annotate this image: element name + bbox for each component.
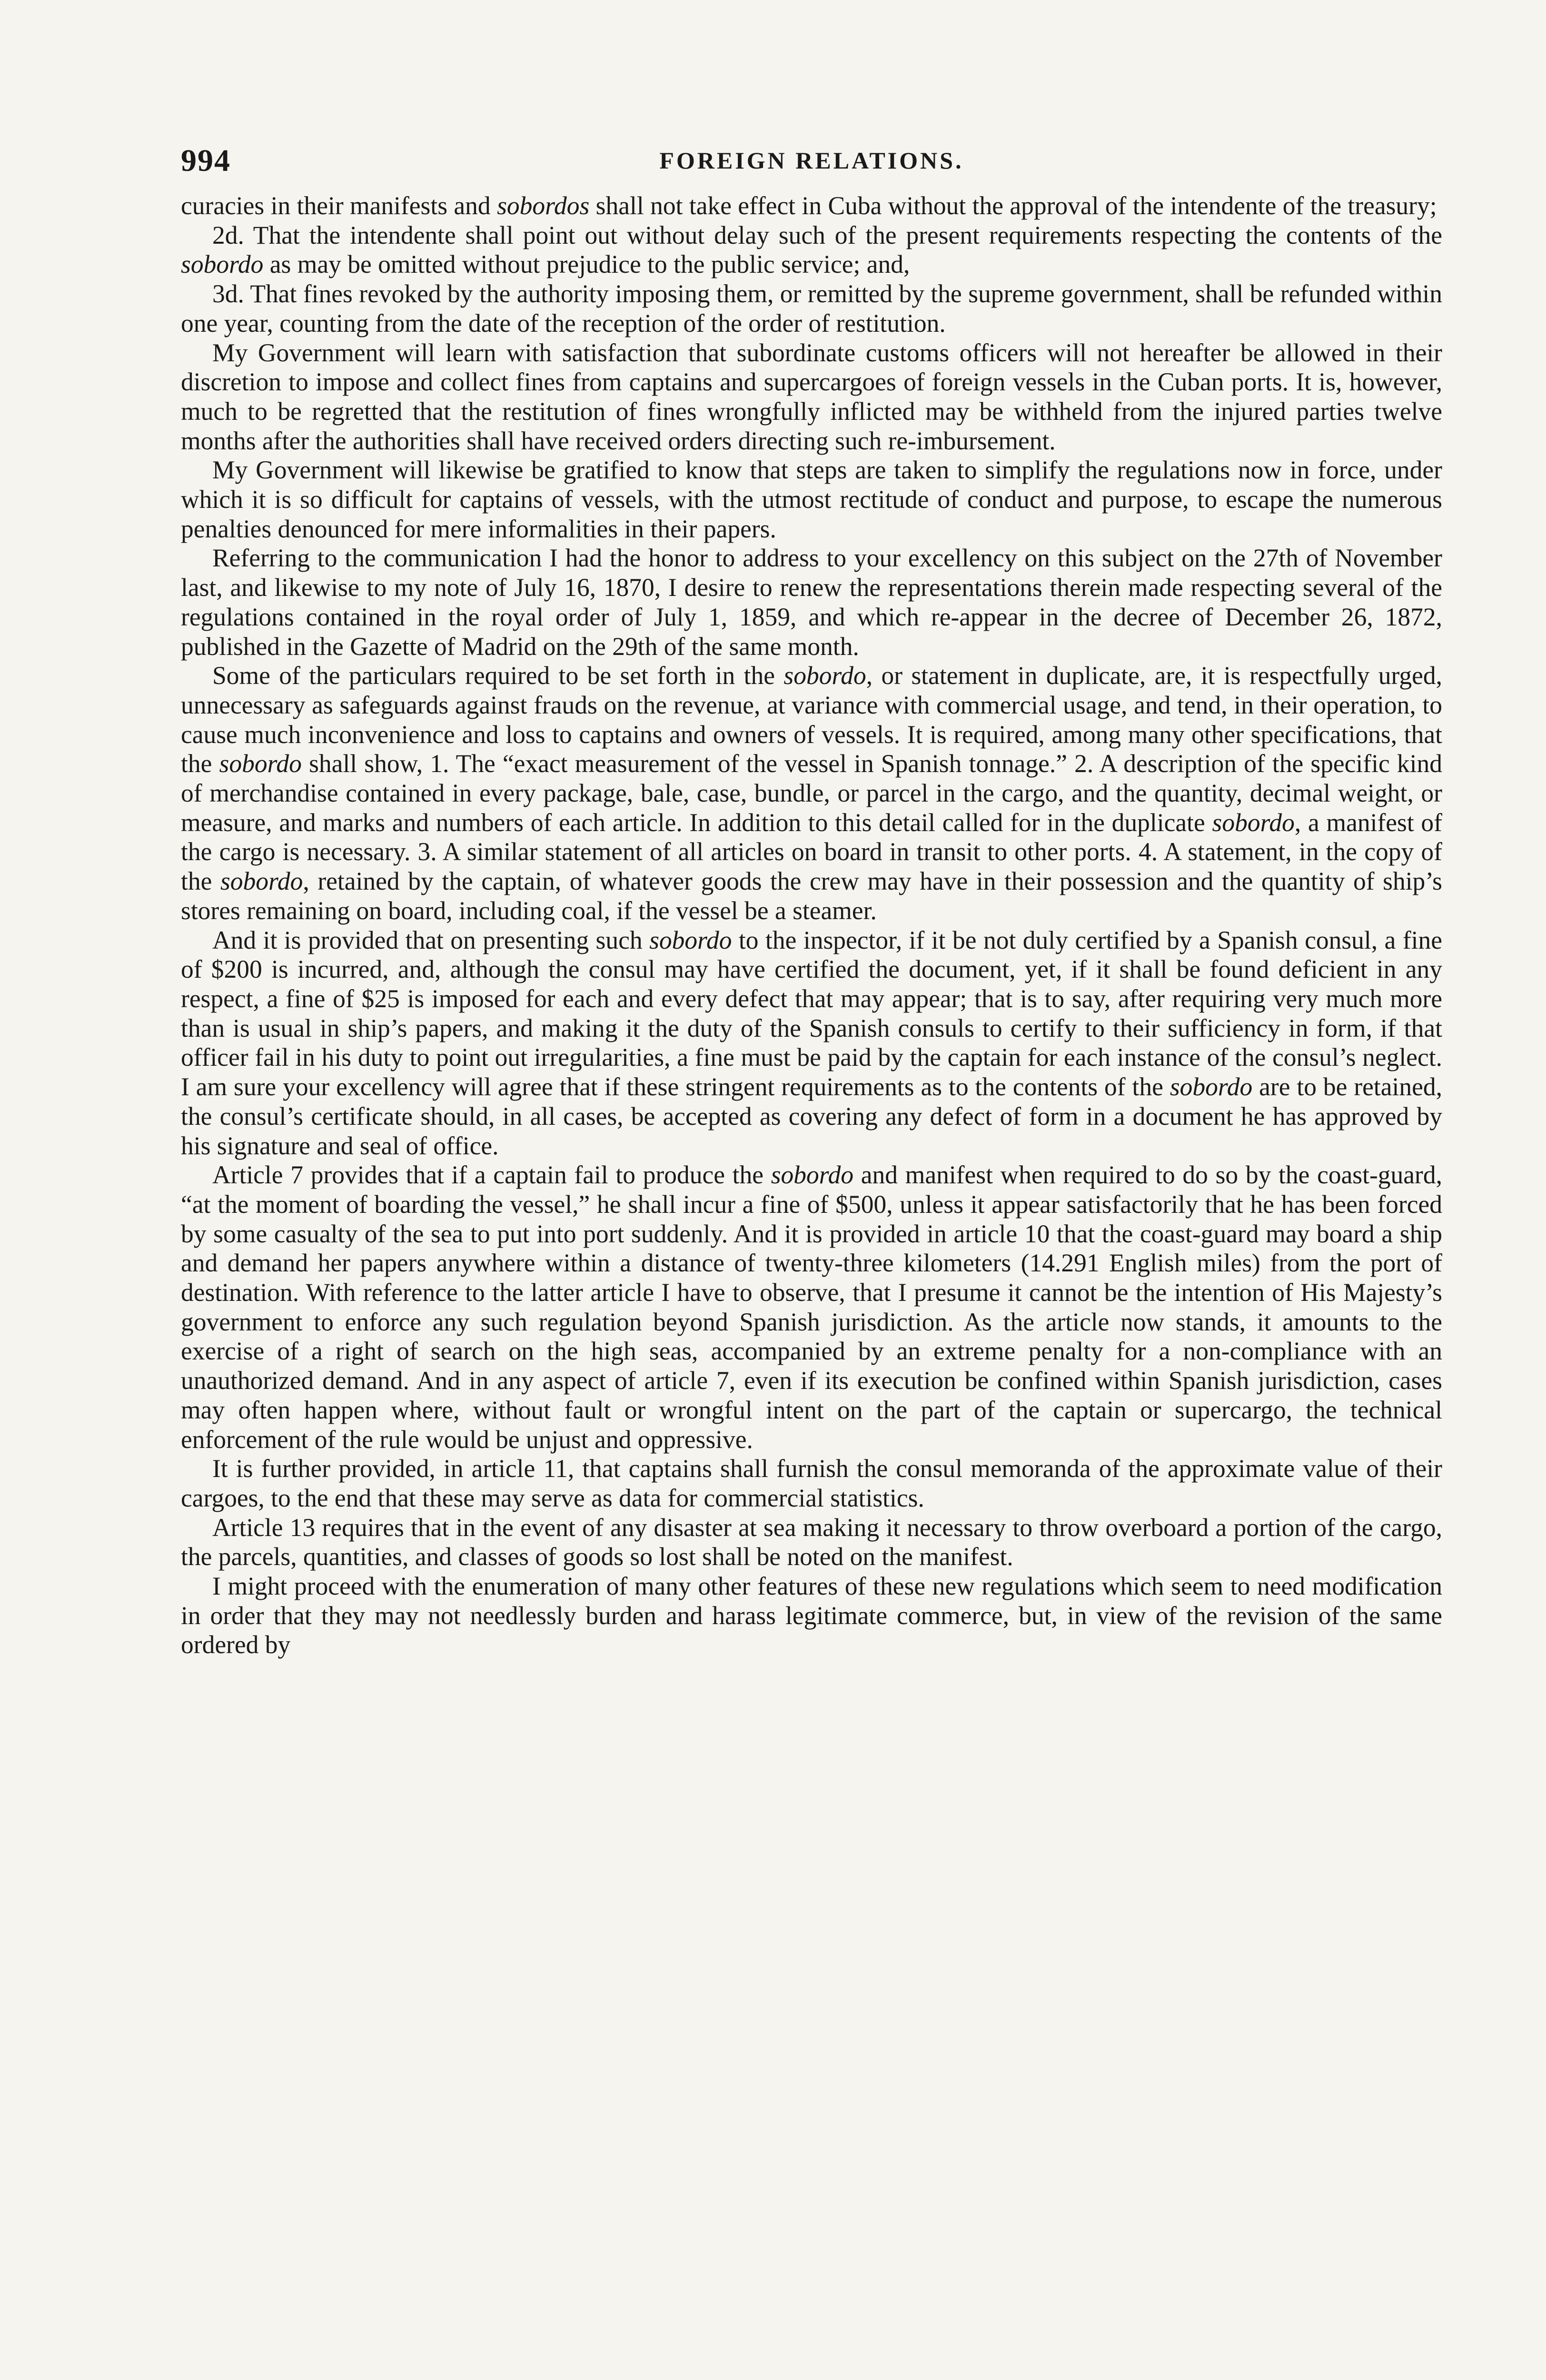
paragraph: And it is provided that on presenting such sobordo to the inspector, if it be not duly certified by a Spanish consul, a fine of $200 is incurred, and, although the consul may have certified the document, yet, if it shall be found deficient in any respect, a fine of $25 is imposed for each and every defect that may appear; that is to say, after requiring very much more than is usual in ship’s papers, and making it the duty of the Spanish consuls to certify to their sufficiency in form, if that officer fail in his duty to point out irregularities, a fine must be paid by the captain for each instance of the consul’s neglect. I am sure your excellency will agree that if these stringent requirements as to the contents of the sobordo are to be retained, the consul’s certificate should, in all cases, be accepted as covering any defect of form in a document he has approved by his signature and seal of office.: [181, 925, 1443, 1160]
italic-term: sobordo: [181, 250, 264, 279]
paragraph: Referring to the communication I had the honor to address to your excellency on this subject on the 27th of November last, and likewise to my note of July 16, 1870, I desire to renew the representations therein made respecting several of the regulations contained in the royal order of July 1, 1859, and which re-appear in the decree of December 26, 1872, published in the Gazette of Madrid on the 29th of the same month.: [181, 544, 1442, 661]
paragraph: It is further provided, in article 11, that captains shall furnish the consul memoranda of the approximate value of their cargoes, to the end that these may serve as data for commercial statistics.: [181, 1454, 1442, 1512]
paragraph: I might proceed with the enumeration of many other features of these new regulations which seem to need modification in order that they may not needlessly burden and harass legitimate commerce, but, in view of the revision of the same ordered by: [181, 1572, 1442, 1659]
paragraph: Some of the particulars required to be set forth in the sobordo, or statement in duplicate, are, it is respectfully urged, unnecessary as safeguards against frauds on the revenue, at variance with commercial usage, and tend, in their operation, to cause much inconvenience and loss to captains and owners of vessels. It is required, among many other specifications, that the sobordo shall show, 1. The “exact measurement of the vessel in Spanish tonnage.” 2. A description of the specific kind of merchandise contained in every package, bale, case, bundle, or parcel in the cargo, and the quantity, decimal weight, or measure, and marks and numbers of each article. In addition to this detail called for in the duplicate sobordo, a manifest of the cargo is necessary. 3. A similar statement of all articles on board in transit to other ports. 4. A statement, in the copy of the sobordo, retained by the captain, of whatever goods the crew may have in their possession and the quantity of ship’s stores remaining on board, including coal, if the vessel be a steamer.: [181, 661, 1442, 925]
running-title: FOREIGN RELATIONS.: [659, 147, 964, 174]
paragraph: My Government will learn with satisfaction that subordinate customs officers will not hereafter be allowed in their discretion to impose and collect fines from captains and supercargoes of foreign vessels in the Cuban ports. It is, however, much to be regretted that the restitution of fines wrongfully inflicted may be withheld from the injured parties twelve months after the authorities shall have received orders directing such re-imbursement.: [181, 338, 1442, 455]
italic-term: sobordo: [220, 867, 303, 896]
body-text: [181, 191, 1442, 1660]
paragraph: 2d. That the intendente shall point out without delay such of the present requirements respecting the contents of the sobordo as may be omitted without prejudice to the public service; and,: [181, 220, 1442, 279]
page-number: 994: [181, 143, 231, 178]
italic-term: sobordo: [771, 1160, 854, 1190]
italic-term: sobordo: [649, 925, 732, 954]
paragraph: curacies in their manifests and sobordos shall not take effect in Cuba without the approval of the intendente of the treasury;: [181, 191, 1437, 220]
italic-term: sobordo: [783, 661, 866, 690]
running-head: [181, 143, 1442, 186]
paragraph: 3d. That fines revoked by the authority imposing them, or remitted by the supreme government, shall be refunded within one year, counting from the date of the reception of the order of restitution.: [181, 279, 1442, 337]
italic-term: sobordo: [1169, 1072, 1253, 1101]
paragraph: Article 13 requires that in the event of any disaster at sea making it necessary to throw overboard a portion of the cargo, the parcels, quantities, and classes of goods so lost shall be noted on the manifest.: [181, 1513, 1442, 1571]
italic-term: sobordos: [497, 191, 590, 220]
italic-term: sobordo: [219, 749, 302, 778]
document-page: [181, 143, 1442, 2380]
paragraph: Article 7 provides that if a captain fail to produce the sobordo and manifest when required to do so by the coast-guard, “at the moment of boarding the vessel,” he shall incur a fine of $500, unless it appear satisfactorily that he has been forced by some casualty of the sea to put into port suddenly. And it is provided in article 10 that the coast-guard may board a ship and demand her papers anywhere within a distance of twenty-three kilometers (14.291 English miles) from the port of destination. With reference to the latter article I have to observe, that I presume it cannot be the intention of His Majesty’s government to enforce any such regulation beyond Spanish jurisdiction. As the article now stands, it amounts to the exercise of a right of search on the high seas, accompanied by an extreme penalty for a non-compliance with an unauthorized demand. And in any aspect of article 7, even if its execution be confined within Spanish jurisdiction, cases may often happen where, without fault or wrongful intent on the part of the captain or supercargo, the technical enforcement of the rule would be unjust and oppressive.: [181, 1160, 1442, 1454]
italic-term: sobordo: [1212, 808, 1295, 837]
paragraph: My Government will likewise be gratified to know that steps are taken to simplify the regulations now in force, under which it is so difficult for captains of vessels, with the utmost rectitude of conduct and purpose, to escape the numerous penalties denounced for mere informalities in their papers.: [181, 456, 1442, 543]
